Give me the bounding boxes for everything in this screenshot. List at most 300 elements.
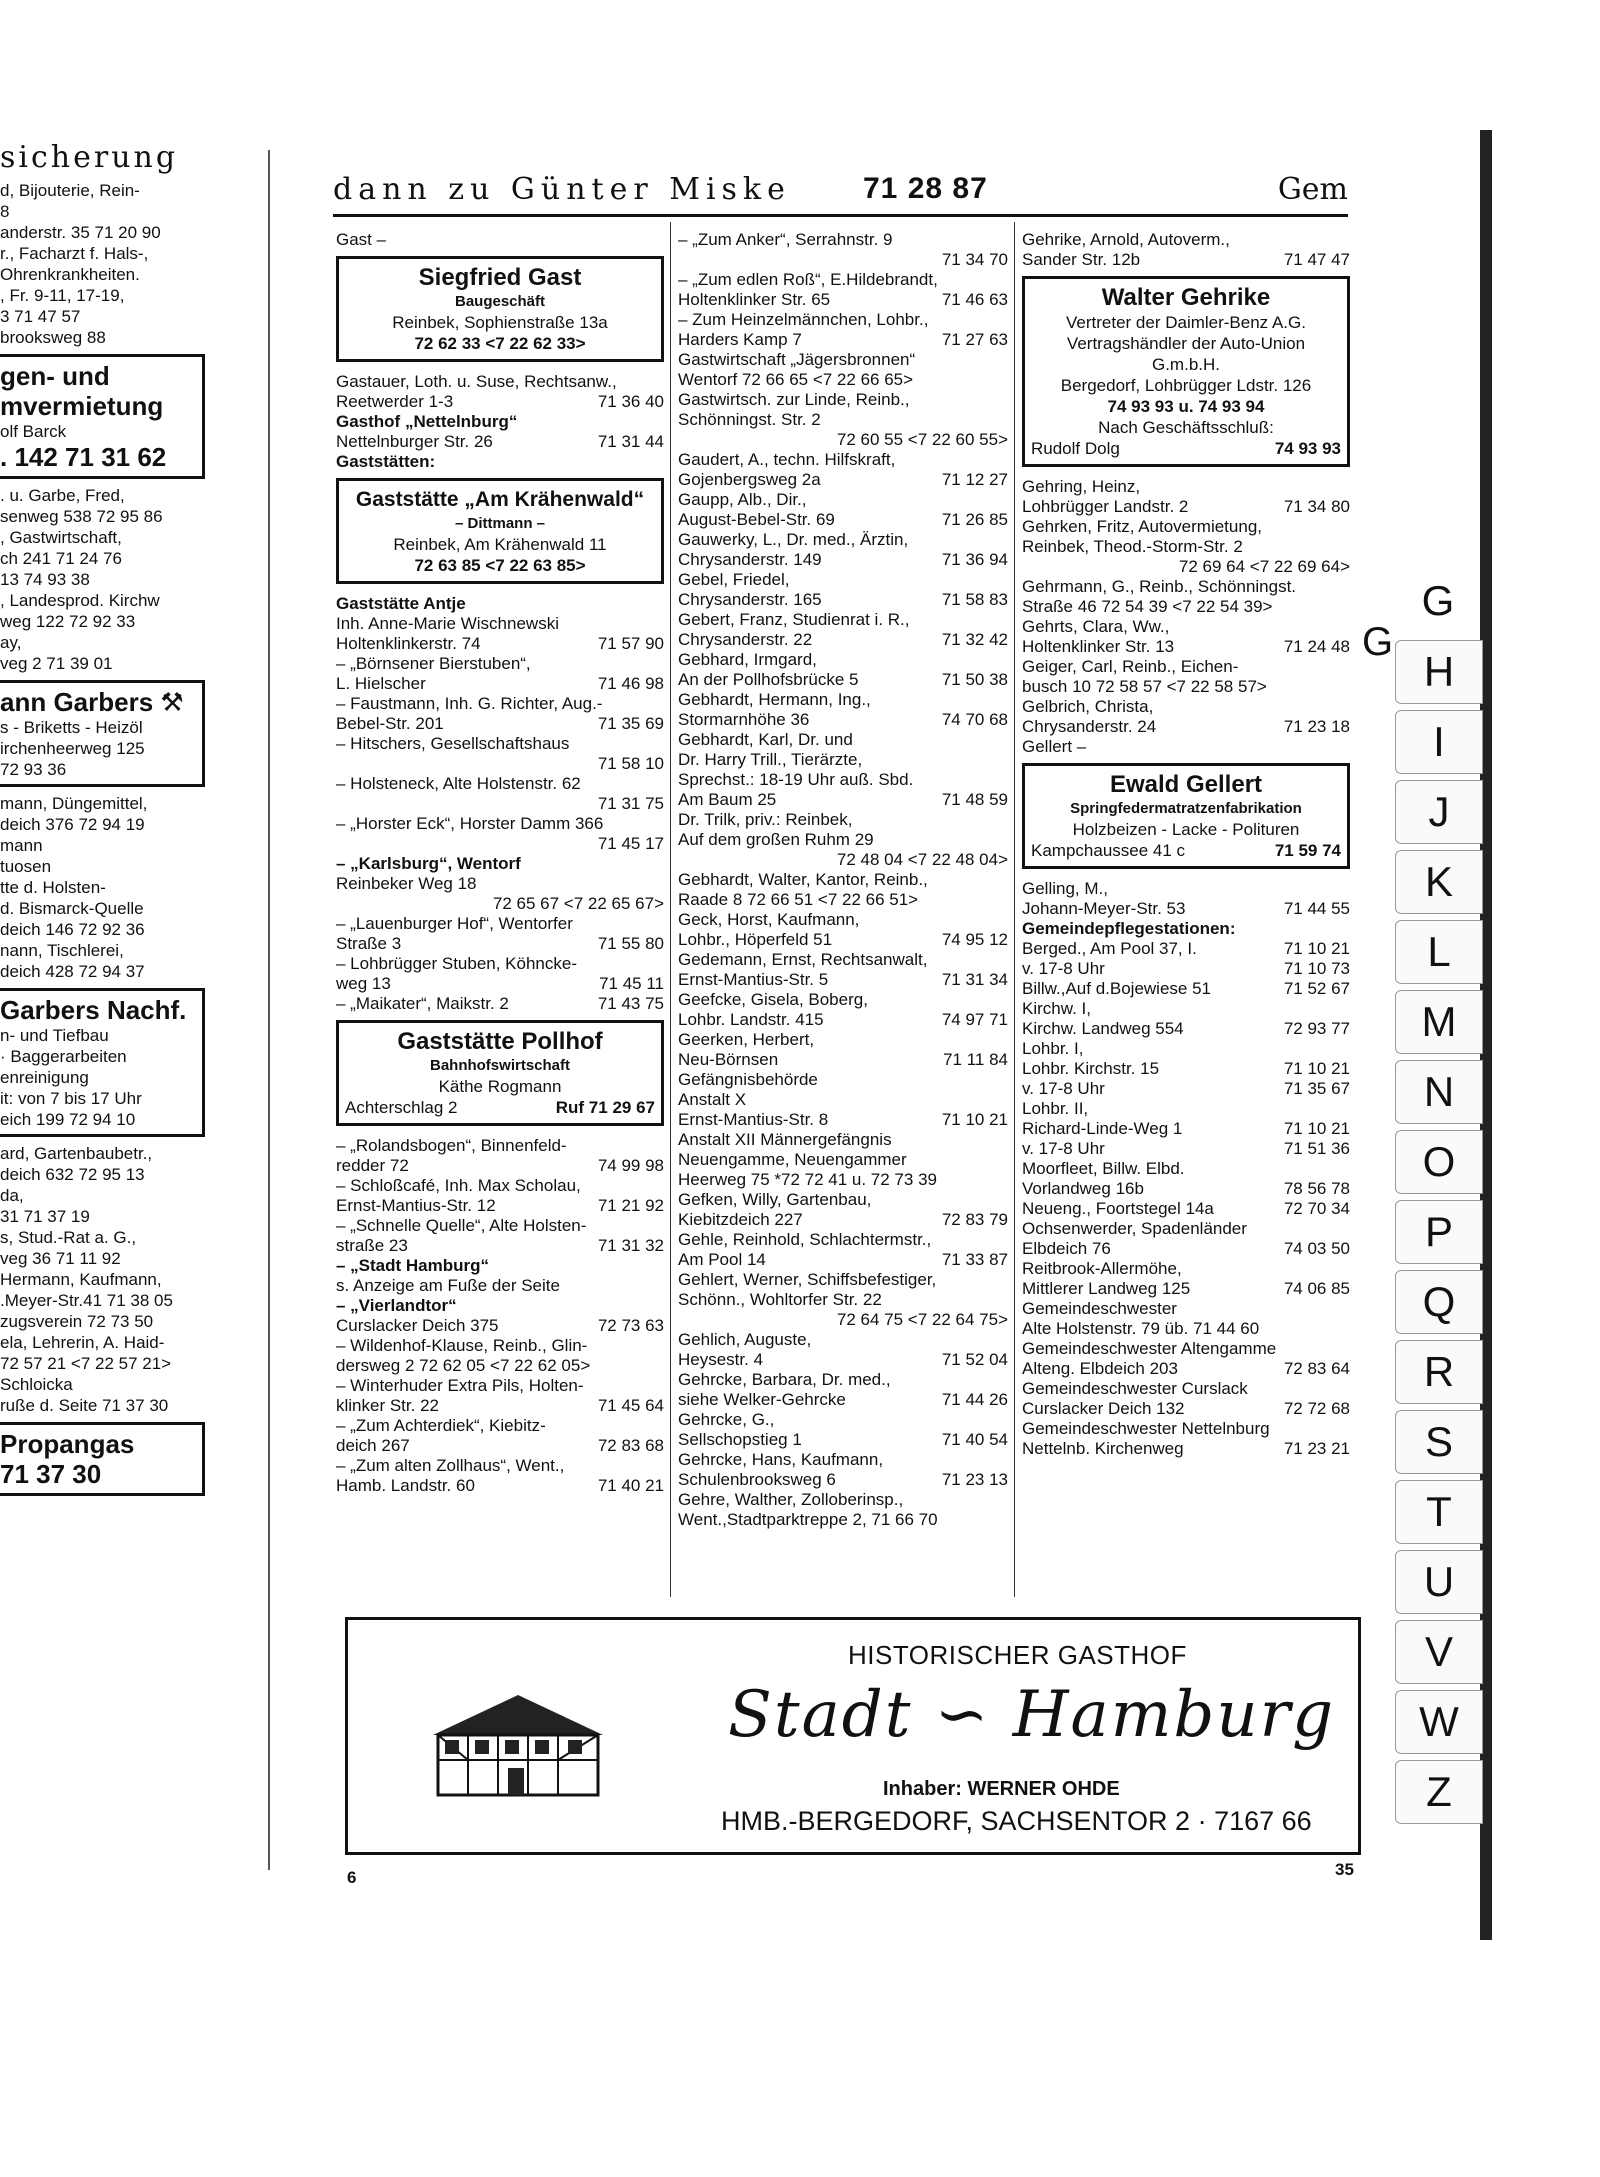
directory-entry-line <box>336 894 664 914</box>
directory-entry-line <box>1022 879 1350 899</box>
entry-text: Gastwirtschaft „Jägersbronnen“ <box>678 350 916 369</box>
entry-text: Lohbr., Höperfeld 51 <box>678 930 833 949</box>
directory-entry-line <box>336 794 664 814</box>
advert-subtitle: – Dittmann – <box>454 515 545 532</box>
directory-entry-line <box>336 834 664 854</box>
facing-page-advert <box>0 354 205 479</box>
entry-phone: 71 52 04 <box>941 1350 1008 1369</box>
advert-contact: Rudolf Dolg <box>1031 439 1120 458</box>
directory-entry-line <box>678 290 1008 310</box>
directory-entry-line <box>336 774 664 794</box>
directory-entry-line <box>678 870 1008 890</box>
entry-phone: 71 31 44 <box>597 432 664 451</box>
directory-column-1 <box>336 230 664 1496</box>
entry-text: straße 23 <box>336 1236 408 1255</box>
directory-entry-line <box>336 1156 664 1176</box>
thumb-tab-letter[interactable]: W <box>1395 1690 1483 1754</box>
entry-text: Alteng. Elbdeich 203 <box>1022 1359 1178 1378</box>
entry-phone: 72 73 63 <box>597 1316 664 1335</box>
directory-entry-line <box>1022 939 1350 959</box>
facing-page-line: r., Facharzt f. Hals-, <box>0 244 149 263</box>
directory-entry-line <box>336 432 664 452</box>
facing-page-advert-line: mvermietung <box>0 391 164 421</box>
directory-entry-line <box>678 910 1008 930</box>
directory-entry-line <box>1022 497 1350 517</box>
entry-text: Gaststätte Antje <box>336 594 466 613</box>
entry-text: Chrysanderstr. 24 <box>1022 717 1157 736</box>
entry-phone: 71 23 13 <box>941 1470 1008 1489</box>
entry-text: Elbdeich 76 <box>1022 1239 1111 1258</box>
directory-entry-line <box>678 690 1008 710</box>
entry-list <box>1022 230 1350 270</box>
entry-phone: 71 43 75 <box>597 994 664 1013</box>
entry-text: Gehrts, Clara, Ww., <box>1022 617 1170 636</box>
facing-page-advert-line: ann Garbers ⚒ <box>0 687 184 717</box>
entry-text: klinker Str. 22 <box>336 1396 439 1415</box>
directory-entry-line <box>1022 1079 1350 1099</box>
directory-entry-line <box>336 1236 664 1256</box>
facing-page-advert-line: eich 199 72 94 10 <box>0 1110 136 1129</box>
entry-phone: 74 03 50 <box>1283 1239 1350 1258</box>
directory-entry-line <box>678 370 1008 390</box>
advert-address: Kampchaussee 41 c <box>1031 841 1186 860</box>
entry-text: Am Pool 14 <box>678 1250 766 1269</box>
directory-entry-line <box>336 1356 664 1376</box>
directory-entry-line <box>336 1456 664 1476</box>
directory-entry-line <box>1022 577 1350 597</box>
directory-entry-line <box>336 734 664 754</box>
directory-entry-line <box>678 1370 1008 1390</box>
directory-entry-line <box>678 450 1008 470</box>
advert-phone: 71 59 74 <box>1274 841 1341 860</box>
entry-phone: 71 44 55 <box>1283 899 1350 918</box>
advert-line: Holzbeizen - Lacke - Polituren <box>1072 820 1300 839</box>
directory-entry-line <box>1022 1179 1350 1199</box>
entry-phone: 72 64 75 <7 22 64 75> <box>836 1310 1008 1329</box>
entry-phone: 71 47 47 <box>1283 250 1350 269</box>
advert-line: Nach Geschäftsschluß: <box>1098 418 1274 437</box>
directory-entry-line <box>336 1436 664 1456</box>
directory-entry-line <box>336 1376 664 1396</box>
directory-entry-line <box>678 1350 1008 1370</box>
entry-text: Gebel, Friedel, <box>678 570 790 589</box>
advert-address: Reinbek, Am Krähenwald 11 <box>393 535 607 554</box>
entry-text: Kiebitzdeich 227 <box>678 1210 803 1229</box>
directory-entry-line <box>1022 899 1350 919</box>
facing-page-line: brooksweg 88 <box>0 328 106 347</box>
facing-page-line: veg 2 71 39 01 <box>0 654 113 673</box>
entry-text: Holtenklinker Str. 13 <box>1022 637 1175 656</box>
directory-entry-line <box>678 670 1008 690</box>
facing-page-line: 3 71 47 57 <box>0 307 81 326</box>
entry-text: Gebhardt, Hermann, Ing., <box>678 690 871 709</box>
thumb-tab-letter[interactable]: H <box>1395 640 1483 704</box>
facing-page-line: ard, Gartenbaubetr., <box>0 1144 153 1163</box>
entry-text: Gaststätten: <box>336 452 436 471</box>
directory-entry-line <box>1022 1239 1350 1259</box>
facing-page-advert <box>0 1422 205 1496</box>
entry-phone: 71 34 80 <box>1283 497 1350 516</box>
directory-entry-line <box>336 954 664 974</box>
advert-line: G.m.b.H. <box>1151 355 1220 374</box>
advert-phone: 72 63 85 <7 22 63 85> <box>414 556 586 575</box>
entry-phone: 71 27 63 <box>941 330 1008 349</box>
entry-text: Chrysanderstr. 165 <box>678 590 822 609</box>
directory-entry-line <box>678 1310 1008 1330</box>
thumb-tab-letter[interactable]: K <box>1395 850 1483 914</box>
entry-text: Richard-Linde-Weg 1 <box>1022 1119 1183 1138</box>
directory-entry-line <box>678 610 1008 630</box>
entry-text: Gastauer, Loth. u. Suse, Rechtsanw., <box>336 372 617 391</box>
facing-page-line: , Fr. 9-11, 17-19, <box>0 286 125 305</box>
facing-page-line: , Gastwirtschaft, <box>0 528 122 547</box>
entry-phone: 71 32 42 <box>941 630 1008 649</box>
entry-text: – „Maikater“, Maikstr. 2 <box>336 994 509 1013</box>
entry-text: Bebel-Str. 201 <box>336 714 444 733</box>
entry-text: Gemeindeschwester <box>1022 1299 1177 1318</box>
header-phone-number: 71 28 87 <box>863 172 988 205</box>
facing-page-advert-line: Garbers Nachf. <box>0 995 187 1025</box>
directory-entry-line <box>336 614 664 634</box>
entry-text: Geiger, Carl, Reinb., Eichen- <box>1022 657 1239 676</box>
directory-entry-line <box>678 470 1008 490</box>
thumb-tab-letter[interactable]: L <box>1395 920 1483 984</box>
entry-phone: 71 24 48 <box>1283 637 1350 656</box>
entry-text: Gelling, M., <box>1022 879 1108 898</box>
side-index-letter: G <box>1362 620 1394 664</box>
facing-page-advert-line: gen- und <box>0 361 110 391</box>
advert-address: Reinbek, Sophienstraße 13a <box>392 313 608 332</box>
facing-page-fragment <box>0 140 205 1860</box>
entry-text: Holtenklinker Str. 65 <box>678 290 831 309</box>
facing-page-line: , Landesprod. Kirchw <box>0 591 160 610</box>
directory-entry-line <box>1022 1019 1350 1039</box>
entry-text: Anstalt XII Männergefängnis <box>678 1130 892 1149</box>
entry-text: Gemeindepflegestationen: <box>1022 919 1236 938</box>
directory-entry-line <box>678 1510 1008 1530</box>
entry-text: Kirchw. Landweg 554 <box>1022 1019 1184 1038</box>
header-catchword: Gem <box>1277 172 1348 207</box>
directory-entry-line <box>678 850 1008 870</box>
directory-entry-line <box>1022 1059 1350 1079</box>
advert-pollhof <box>336 1020 664 1126</box>
facing-page-line: deich 376 72 94 19 <box>0 815 145 834</box>
facing-page-advert-line: . 142 71 31 62 <box>0 442 167 472</box>
facing-page-line: deich 632 72 95 13 <box>0 1165 145 1184</box>
thumb-tab-letter[interactable]: U <box>1395 1550 1483 1614</box>
advert-subtitle: Bahnhofswirtschaft <box>429 1057 570 1074</box>
directory-entry-line <box>1022 230 1350 250</box>
facing-page-advert-line: 71 37 30 <box>0 1459 102 1489</box>
entry-text: – „Börnsener Bierstuben“, <box>336 654 531 673</box>
directory-entry-line <box>336 914 664 934</box>
directory-entry-line <box>336 1396 664 1416</box>
entry-text: Mittlerer Landweg 125 <box>1022 1279 1191 1298</box>
entry-phone: 71 10 21 <box>1283 1059 1350 1078</box>
facing-page-line: ruße d. Seite 71 37 30 <box>0 1396 169 1415</box>
thumb-tab-letter[interactable]: V <box>1395 1620 1483 1684</box>
header-left-text: dann zu Günter Miske <box>333 172 791 207</box>
facing-page-line: Hermann, Kaufmann, <box>0 1270 162 1289</box>
directory-entry-line <box>336 694 664 714</box>
entry-text: Heerweg 75 *72 72 41 u. 72 73 39 <box>678 1170 937 1189</box>
directory-entry-line <box>1022 637 1350 657</box>
entry-text: Lohbr. I, <box>1022 1039 1084 1058</box>
directory-entry-line <box>678 1470 1008 1490</box>
facing-page-advert-line: it: von 7 bis 17 Uhr <box>0 1089 142 1108</box>
entry-text: August-Bebel-Str. 69 <box>678 510 835 529</box>
advert-title: Gaststätte Pollhof <box>397 1028 603 1055</box>
entry-text: Dr. Trilk, priv.: Reinbek, <box>678 810 853 829</box>
entry-text: Gojenbergsweg 2a <box>678 470 821 489</box>
entry-text: Lohbrügger Landstr. 2 <box>1022 497 1189 516</box>
page-gutter-line <box>268 150 270 1870</box>
directory-entry-line <box>678 1130 1008 1150</box>
page-number-left: 6 <box>347 1868 357 1887</box>
directory-entry-line <box>678 310 1008 330</box>
entry-text: Gehrcke, Barbara, Dr. med., <box>678 1370 891 1389</box>
entry-text: An der Pollhofsbrücke 5 <box>678 670 859 689</box>
entry-text: s. Anzeige am Fuße der Seite <box>336 1276 560 1295</box>
directory-entry-line <box>678 230 1008 250</box>
entry-text: – Wildenhof-Klause, Reinb., Glin- <box>336 1336 588 1355</box>
entry-phone: 72 83 64 <box>1283 1359 1350 1378</box>
entry-text: Nettelnb. Kirchenweg <box>1022 1439 1184 1458</box>
facing-page-advert <box>0 988 205 1137</box>
thumb-tab-letter[interactable]: R <box>1395 1340 1483 1404</box>
directory-entry-line <box>1022 477 1350 497</box>
directory-entry-line <box>678 330 1008 350</box>
entry-text: Gebhard, Irmgard, <box>678 650 817 669</box>
directory-entry-line <box>1022 1219 1350 1239</box>
entry-text: – „Karlsburg“, Wentorf <box>336 854 521 873</box>
advert-ewald-gellert <box>1022 763 1350 869</box>
facing-page-line: Schloicka <box>0 1375 73 1394</box>
entry-text: Gehrmann, G., Reinb., Schönningst. <box>1022 577 1297 596</box>
thumb-tab-letter[interactable]: I <box>1395 710 1483 774</box>
directory-entry-line <box>1022 979 1350 999</box>
advert-siegfried-gast <box>336 256 664 362</box>
entry-text: Gemeindeschwester Altengamme <box>1022 1339 1277 1358</box>
directory-entry-line <box>1022 737 1350 757</box>
thumb-index <box>1395 130 1505 1940</box>
thumb-tab-letter[interactable]: N <box>1395 1060 1483 1124</box>
entry-phone: 71 51 36 <box>1283 1139 1350 1158</box>
entry-text: – „Lauenburger Hof“, Wentorfer <box>336 914 573 933</box>
directory-entry-line <box>1022 1159 1350 1179</box>
directory-entry-line <box>678 1050 1008 1070</box>
facing-page-line: Ohrenkrankheiten. <box>0 265 140 284</box>
directory-entry-line <box>678 1090 1008 1110</box>
banner-owner: Inhaber: WERNER OHDE <box>883 1778 1120 1800</box>
entry-text: – Hitschers, Gesellschaftshaus <box>336 734 570 753</box>
entry-list <box>678 230 1008 1530</box>
directory-entry-line <box>1022 657 1350 677</box>
directory-entry-line <box>1022 959 1350 979</box>
thumb-tab-letter[interactable]: T <box>1395 1480 1483 1544</box>
entry-text: Chrysanderstr. 149 <box>678 550 822 569</box>
thumb-tab-letter[interactable]: Q <box>1395 1270 1483 1334</box>
directory-entry-line <box>1022 1319 1350 1339</box>
entry-text: v. 17-8 Uhr <box>1022 959 1105 978</box>
directory-entry-line <box>1022 999 1350 1019</box>
thumb-tab-letter[interactable]: J <box>1395 780 1483 844</box>
entry-list <box>336 372 664 472</box>
entry-phone: 74 70 68 <box>941 710 1008 729</box>
directory-entry-line <box>678 1450 1008 1470</box>
entry-text: Stormarnhöhe 36 <box>678 710 810 729</box>
entry-text: – „Stadt Hamburg“ <box>336 1256 490 1275</box>
entry-phone: 72 69 64 <7 22 69 64> <box>1178 557 1350 576</box>
directory-entry-line <box>336 1196 664 1216</box>
facing-page-line: mann <box>0 836 43 855</box>
directory-entry-line <box>336 594 664 614</box>
directory-entry-line <box>1022 617 1350 637</box>
directory-entry-line <box>678 890 1008 910</box>
directory-entry-line <box>336 874 664 894</box>
entry-text: Geck, Horst, Kaufmann, <box>678 910 860 929</box>
advert-am-kraehenwald <box>336 478 664 584</box>
entry-phone: 71 40 54 <box>941 1430 1008 1449</box>
directory-entry-line <box>1022 1119 1350 1139</box>
facing-page-advert-line: olf Barck <box>0 422 67 441</box>
advert-walter-gehrike <box>1022 276 1350 467</box>
directory-entry-line <box>336 1176 664 1196</box>
directory-entry-line <box>678 270 1008 290</box>
entry-phone: 71 35 67 <box>1283 1079 1350 1098</box>
thumb-tab-letter[interactable]: O <box>1395 1130 1483 1194</box>
facing-page-line: da, <box>0 1186 24 1205</box>
facing-page-line: nann, Tischlerei, <box>0 941 124 960</box>
banner-kicker: HISTORISCHER GASTHOF <box>848 1640 1187 1670</box>
thumb-tab-letter[interactable]: S <box>1395 1410 1483 1474</box>
facing-page-line: tte d. Holsten- <box>0 878 106 897</box>
directory-entry-line <box>336 1276 664 1296</box>
facing-page-advert-line: enreinigung <box>0 1068 89 1087</box>
directory-entry-line <box>1022 597 1350 617</box>
directory-entry-line <box>336 1136 664 1156</box>
entry-phone: 72 60 55 <7 22 60 55> <box>836 430 1008 449</box>
facing-page-advert-line: 72 93 36 <box>0 760 67 779</box>
advert-owner: Käthe Rogmann <box>438 1077 562 1096</box>
directory-entry-line <box>1022 1099 1350 1119</box>
facing-page-advert <box>0 680 205 787</box>
directory-entry-line <box>1022 557 1350 577</box>
directory-entry-line <box>678 1250 1008 1270</box>
directory-entry-line <box>678 550 1008 570</box>
thumb-tab-letter[interactable]: P <box>1395 1200 1483 1264</box>
entry-text: Neuengamme, Neuengammer <box>678 1150 907 1169</box>
entry-phone: 71 31 34 <box>941 970 1008 989</box>
directory-entry-line <box>1022 717 1350 737</box>
entry-phone: 74 06 85 <box>1283 1279 1350 1298</box>
entry-text: v. 17-8 Uhr <box>1022 1079 1105 1098</box>
entry-phone: 71 21 92 <box>597 1196 664 1215</box>
column-intro: Gast – <box>336 230 387 249</box>
entry-text: Gebhardt, Karl, Dr. und <box>678 730 853 749</box>
directory-entry-line <box>1022 537 1350 557</box>
entry-phone: 72 48 04 <7 22 48 04> <box>836 850 1008 869</box>
running-header <box>333 172 1348 217</box>
entry-phone: 71 50 38 <box>941 670 1008 689</box>
thumb-tab-letter[interactable]: G <box>1421 577 1455 624</box>
entry-text: Gellert – <box>1022 737 1087 756</box>
facing-page-line: zugsverein 72 73 50 <box>0 1312 154 1331</box>
entry-text: Gehrken, Fritz, Autovermietung, <box>1022 517 1262 536</box>
directory-entry-line <box>336 754 664 774</box>
directory-entry-line <box>336 412 664 432</box>
directory-entry-line <box>678 1150 1008 1170</box>
directory-entry-line <box>678 730 1008 750</box>
entry-phone: 71 11 84 <box>943 1050 1008 1069</box>
facing-page-line: . u. Garbe, Fred, <box>0 486 125 505</box>
entry-text: Ernst-Mantius-Str. 5 <box>678 970 829 989</box>
directory-entry-line <box>1022 1399 1350 1419</box>
thumb-tab-letter[interactable]: Z <box>1395 1760 1483 1824</box>
directory-entry-line <box>336 654 664 674</box>
facing-page-line: tuosen <box>0 857 52 876</box>
facing-page-line: 13 74 93 38 <box>0 570 90 589</box>
entry-phone: 71 36 94 <box>941 550 1008 569</box>
directory-entry-line <box>336 452 664 472</box>
facing-page-line: 31 71 37 19 <box>0 1207 90 1226</box>
half-timbered-house-icon <box>423 1690 613 1800</box>
entry-text: dersweg 2 72 62 05 <7 22 62 05> <box>336 1356 591 1375</box>
directory-entry-line <box>678 750 1008 770</box>
entry-text: – Winterhuder Extra Pils, Holten- <box>336 1376 584 1395</box>
entry-phone: 74 99 98 <box>597 1156 664 1175</box>
directory-entry-line <box>678 510 1008 530</box>
entry-text: – Faustmann, Inh. G. Richter, Aug.- <box>336 694 603 713</box>
entry-text: Schönningst. Str. 2 <box>678 410 821 429</box>
directory-entry-line <box>336 714 664 734</box>
entry-text: Nettelnburger Str. 26 <box>336 432 493 451</box>
banner-logo-script: Stadt ∽ Hamburg <box>728 1678 1336 1752</box>
directory-entry-line <box>336 392 664 412</box>
entry-text: Ernst-Mantius-Str. 8 <box>678 1110 829 1129</box>
entry-text: Vorlandweg 16b <box>1022 1179 1144 1198</box>
entry-phone: 71 23 18 <box>1283 717 1350 736</box>
directory-entry-line <box>336 634 664 654</box>
facing-page-line: deich 146 72 92 36 <box>0 920 145 939</box>
entry-text: Gasthof „Nettelnburg“ <box>336 412 518 431</box>
entry-phone: 71 45 17 <box>597 834 664 853</box>
entry-phone: 71 10 21 <box>941 1110 1008 1129</box>
entry-text: Alte Holstenstr. 79 üb. 71 44 60 <box>1022 1319 1260 1338</box>
entry-list <box>336 1136 664 1496</box>
facing-page-line: d. Bismarck-Quelle <box>0 899 144 918</box>
thumb-tab-letter[interactable]: M <box>1395 990 1483 1054</box>
entry-text: – „Horster Eck“, Horster Damm 366 <box>336 814 604 833</box>
entry-phone: 71 10 21 <box>1283 939 1350 958</box>
entry-text: Gehring, Heinz, <box>1022 477 1141 496</box>
facing-page-line: d, Bijouterie, Rein- <box>0 181 140 200</box>
entry-text: Schulenbrooksweg 6 <box>678 1470 836 1489</box>
advert-subtitle: Springfedermatratzenfabrikation <box>1070 800 1302 817</box>
column-rule <box>670 222 671 1597</box>
entry-phone: 74 97 71 <box>941 1010 1008 1029</box>
entry-text: Lohbr. II, <box>1022 1099 1089 1118</box>
facing-page-advert-line: n- und Tiefbau <box>0 1026 109 1045</box>
directory-entry-line <box>336 1216 664 1236</box>
facing-page-line: deich 428 72 94 37 <box>0 962 145 981</box>
directory-entry-line <box>336 1476 664 1496</box>
directory-entry-line <box>1022 1139 1350 1159</box>
directory-entry-line <box>678 1190 1008 1210</box>
entry-text: Gebert, Franz, Studienrat i. R., <box>678 610 910 629</box>
entry-text: v. 17-8 Uhr <box>1022 1139 1105 1158</box>
entry-text: – „Zum Achterdiek“, Kiebitz- <box>336 1416 546 1435</box>
